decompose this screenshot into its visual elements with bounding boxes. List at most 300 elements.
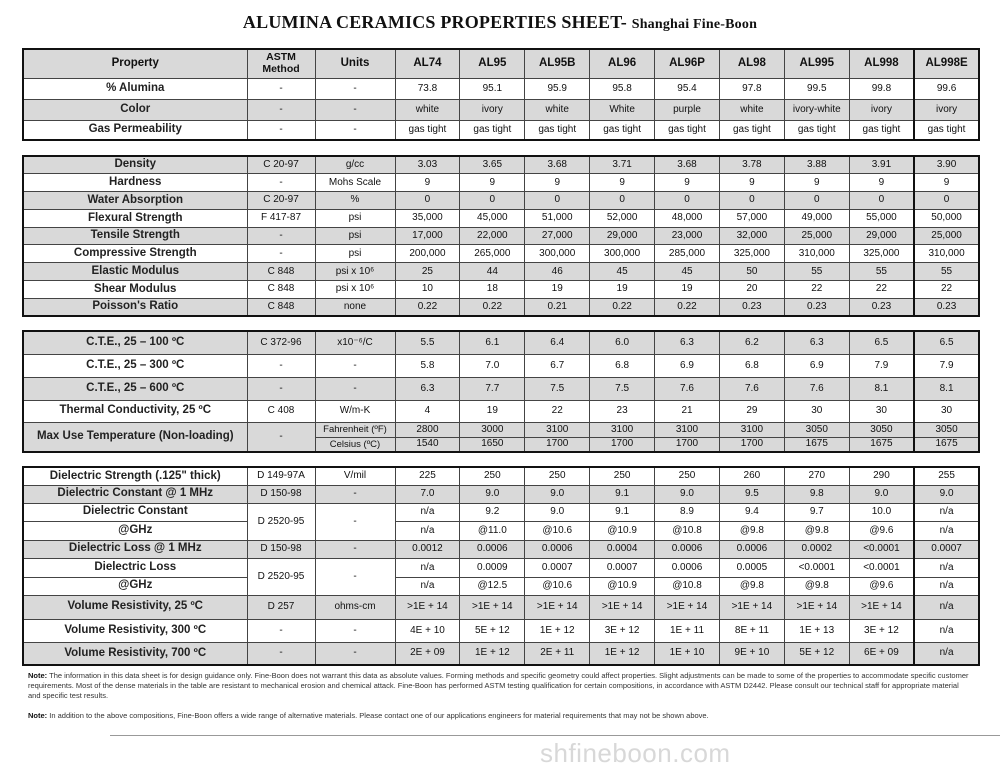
value-al96p: 285,000 [655,245,720,263]
value-al95: >1E + 14 [460,595,525,619]
page-title [0,12,1000,33]
value-al96: 0.0004 [590,540,655,558]
value-al998e: n/a [914,503,979,521]
value-al95: 1650 [460,437,525,452]
property-name: Poisson's Ratio [23,298,247,316]
value-al998: @9.6 [849,521,914,540]
value-al96: 6.8 [590,354,655,377]
value-al95: 5E + 12 [460,619,525,642]
value-al96p: 0 [655,192,720,210]
header-astm-method: ASTM Method [247,49,315,78]
value-al95b: 0 [525,192,590,210]
value-al98: 8E + 11 [719,619,784,642]
property-name: Elastic Modulus [23,263,247,281]
table-row [23,263,979,281]
units: Fahrenheit (ºF) [315,422,395,437]
value-al96p: 0.0006 [655,558,720,577]
value-al998e: 0 [914,192,979,210]
header-row [23,49,979,78]
units: psi x 10⁶ [315,263,395,281]
value-al96: 1E + 12 [590,642,655,665]
value-al95: 9 [460,174,525,192]
units: - [315,642,395,665]
value-al96: 9.1 [590,503,655,521]
units: x10⁻⁶/C [315,331,395,354]
property-name: Tensile Strength [23,227,247,245]
value-al995: 0.23 [784,298,849,316]
title-company: Shanghai Fine-Boon [631,17,758,32]
units: - [315,619,395,642]
table-row [23,156,979,174]
value-al95: 9.2 [460,503,525,521]
note-2 [28,711,973,721]
value-al95: 3.65 [460,156,525,174]
value-al998: 0 [849,192,914,210]
value-al96: 29,000 [590,227,655,245]
value-al96: gas tight [590,120,655,140]
value-al998: >1E + 14 [849,595,914,619]
value-al95: ivory [460,99,525,120]
table-row [23,642,979,665]
value-al95: 265,000 [460,245,525,263]
table-row [23,558,979,577]
value-al74: gas tight [395,120,460,140]
value-al74: n/a [395,558,460,577]
astm-method: D 149-97A [247,467,315,485]
astm-method: D 257 [247,595,315,619]
value-al998e: n/a [914,642,979,665]
value-al998e: 3050 [914,422,979,437]
value-al95: 7.0 [460,354,525,377]
value-al95b: 9.0 [525,485,590,503]
value-al98: 9 [719,174,784,192]
value-al96p: 95.4 [655,78,720,99]
units: - [315,540,395,558]
astm-method: - [247,120,315,140]
value-al74: 3.03 [395,156,460,174]
value-al96: 3E + 12 [590,619,655,642]
table-row [23,422,979,437]
units: V/mil [315,467,395,485]
units: psi [315,209,395,227]
value-al74: 73.8 [395,78,460,99]
table-row [23,467,979,485]
value-al95: 3000 [460,422,525,437]
value-al96: 52,000 [590,209,655,227]
units: - [315,354,395,377]
value-al74: 25 [395,263,460,281]
value-al998e: 99.6 [914,78,979,99]
value-al95: 0.0009 [460,558,525,577]
property-name: Gas Permeability [23,120,247,140]
value-al96p: 3.68 [655,156,720,174]
value-al96: >1E + 14 [590,595,655,619]
astm-method: - [247,354,315,377]
value-al74: 0.0012 [395,540,460,558]
value-al96p: 6.3 [655,331,720,354]
value-al96: 250 [590,467,655,485]
value-al96p: gas tight [655,120,720,140]
astm-method: D 150-98 [247,485,315,503]
property-name: Density [23,156,247,174]
value-al995: <0.0001 [784,558,849,577]
value-al96p: 48,000 [655,209,720,227]
value-al998e: 22 [914,281,979,299]
value-al96: 45 [590,263,655,281]
astm-method: - [247,422,315,452]
value-al95b: 6.4 [525,331,590,354]
units: ohms-cm [315,595,395,619]
units: psi [315,245,395,263]
table-row [23,521,979,540]
value-al998: 3E + 12 [849,619,914,642]
units: psi x 10⁶ [315,281,395,299]
value-al74: 200,000 [395,245,460,263]
astm-method: - [247,245,315,263]
value-al95: @12.5 [460,577,525,595]
table-row [23,298,979,316]
property-name: Color [23,99,247,120]
divider [110,735,1000,736]
value-al998: 10.0 [849,503,914,521]
value-al74: 5.5 [395,331,460,354]
value-al74: 17,000 [395,227,460,245]
value-al998: 99.8 [849,78,914,99]
value-al998e: 0.0007 [914,540,979,558]
value-al96: White [590,99,655,120]
value-al998: 6.5 [849,331,914,354]
value-al98: 325,000 [719,245,784,263]
units: - [315,78,395,99]
units: - [315,558,395,595]
value-al96p: 21 [655,400,720,422]
value-al995: 99.5 [784,78,849,99]
value-al98: 0.0005 [719,558,784,577]
value-al95b: gas tight [525,120,590,140]
value-al74: 9 [395,174,460,192]
table-row [23,192,979,210]
value-al74: 2E + 09 [395,642,460,665]
value-al96: 6.0 [590,331,655,354]
value-al95b: 250 [525,467,590,485]
header-grade-al998e: AL998E [914,49,979,78]
value-al95b: 95.9 [525,78,590,99]
value-al74: white [395,99,460,120]
header-units: Units [315,49,395,78]
astm-method: - [247,99,315,120]
value-al95: 6.1 [460,331,525,354]
value-al96p: 45 [655,263,720,281]
value-al74: n/a [395,521,460,540]
value-al96: 19 [590,281,655,299]
value-al95b: 3100 [525,422,590,437]
table-row [23,400,979,422]
value-al998e: n/a [914,577,979,595]
value-al95b: 51,000 [525,209,590,227]
value-al95b: 9.0 [525,503,590,521]
header-grade-al96: AL96 [590,49,655,78]
value-al95: 9.0 [460,485,525,503]
property-name: Dielectric Strength (.125" thick) [23,467,247,485]
value-al995: 5E + 12 [784,642,849,665]
value-al74: 1540 [395,437,460,452]
value-al998e: 9.0 [914,485,979,503]
astm-method: - [247,227,315,245]
value-al998: 55,000 [849,209,914,227]
value-al995: 9.8 [784,485,849,503]
value-al74: n/a [395,577,460,595]
value-al96p: 8.9 [655,503,720,521]
value-al995: 7.6 [784,377,849,400]
value-al998: 3050 [849,422,914,437]
value-al96: 9 [590,174,655,192]
property-name: Compressive Strength [23,245,247,263]
value-al995: 6.3 [784,331,849,354]
value-al95b: white [525,99,590,120]
value-al98: 6.8 [719,354,784,377]
value-al998: 3.91 [849,156,914,174]
value-al95b: 1700 [525,437,590,452]
value-al998e: 3.90 [914,156,979,174]
value-al95: 1E + 12 [460,642,525,665]
value-al998: gas tight [849,120,914,140]
astm-method: C 408 [247,400,315,422]
value-al95: 95.1 [460,78,525,99]
value-al74: 4E + 10 [395,619,460,642]
property-name: Water Absorption [23,192,247,210]
value-al998e: 25,000 [914,227,979,245]
astm-method: C 848 [247,281,315,299]
value-al96p: 7.6 [655,377,720,400]
value-al95b: 0.0006 [525,540,590,558]
value-al95b: 300,000 [525,245,590,263]
table-row [23,503,979,521]
thermal-properties-table [22,330,980,453]
value-al95: 44 [460,263,525,281]
value-al98: 6.2 [719,331,784,354]
value-al98: 57,000 [719,209,784,227]
value-al98: @9.8 [719,577,784,595]
table-row [23,540,979,558]
value-al95: 0 [460,192,525,210]
value-al74: 6.3 [395,377,460,400]
value-al998: <0.0001 [849,558,914,577]
value-al998: 1675 [849,437,914,452]
value-al96: 0.0007 [590,558,655,577]
table-row [23,377,979,400]
table-row [23,209,979,227]
value-al995: gas tight [784,120,849,140]
value-al998: 7.9 [849,354,914,377]
astm-method: C 20-97 [247,156,315,174]
table-row [23,174,979,192]
note-text: The information in this data sheet is for design guidance only. Fine-Boon does not warrant this data as absolute values. Forming methods and specific geometry could affect properties. Slight adjustments can be made to some of the properties to accommodate specific customer requirements. Most of the dense materials in the table are resistant to mechanical erosion and chemical attack. Fine-Boon has performed ASTM testing qualification for certain compositions, in accordance with ASTM D2442. Please consult our technical staff for appropriate material and specific test results. [28,671,969,700]
value-al998e: 8.1 [914,377,979,400]
header-property: Property [23,49,247,78]
units: - [315,377,395,400]
value-al998e: 7.9 [914,354,979,377]
astm-method: - [247,78,315,99]
value-al998: 9 [849,174,914,192]
value-al998e: 50,000 [914,209,979,227]
value-al998: 6E + 09 [849,642,914,665]
astm-method: - [247,377,315,400]
units: g/cc [315,156,395,174]
value-al96p: 250 [655,467,720,485]
value-al98: >1E + 14 [719,595,784,619]
table-row [23,78,979,99]
value-al96p: 1E + 10 [655,642,720,665]
value-al998: <0.0001 [849,540,914,558]
value-al96p: 6.9 [655,354,720,377]
value-al95b: 27,000 [525,227,590,245]
astm-method: C 20-97 [247,192,315,210]
value-al98: 32,000 [719,227,784,245]
units: Celsius (ºC) [315,437,395,452]
value-al95: 250 [460,467,525,485]
value-al995: 310,000 [784,245,849,263]
mechanical-properties-table [22,155,980,317]
value-al96p: 9 [655,174,720,192]
value-al998e: 6.5 [914,331,979,354]
units: - [315,485,395,503]
astm-method: D 150-98 [247,540,315,558]
header-grade-al995: AL995 [784,49,849,78]
value-al998: 9.0 [849,485,914,503]
value-al74: 10 [395,281,460,299]
value-al95b: @10.6 [525,577,590,595]
value-al96: 1700 [590,437,655,452]
value-al98: 1700 [719,437,784,452]
table-row [23,619,979,642]
electrical-properties-table [22,466,980,666]
astm-method: C 848 [247,298,315,316]
value-al96: 0 [590,192,655,210]
value-al96p: 1E + 11 [655,619,720,642]
value-al995: 3050 [784,422,849,437]
astm-method: D 2520-95 [247,503,315,540]
value-al998: 290 [849,467,914,485]
value-al998: 22 [849,281,914,299]
value-al998e: n/a [914,521,979,540]
value-al96: 7.5 [590,377,655,400]
property-name: @GHz [23,577,247,595]
header-grade-al98: AL98 [719,49,784,78]
value-al995: 30 [784,400,849,422]
value-al995: ivory-white [784,99,849,120]
general-properties-table [22,48,980,141]
value-al998e: 55 [914,263,979,281]
value-al98: 7.6 [719,377,784,400]
table-row [23,99,979,120]
value-al96: 3.71 [590,156,655,174]
value-al995: 1E + 13 [784,619,849,642]
table-row [23,485,979,503]
table-row [23,595,979,619]
value-al74: n/a [395,503,460,521]
value-al995: 1675 [784,437,849,452]
value-al98: 3100 [719,422,784,437]
value-al95: 19 [460,400,525,422]
value-al74: 35,000 [395,209,460,227]
value-al74: 0 [395,192,460,210]
value-al995: 55 [784,263,849,281]
property-name: Volume Resistivity, 300 ºC [23,619,247,642]
value-al95b: 46 [525,263,590,281]
note-label: Note: [28,671,48,680]
astm-method: F 417-87 [247,209,315,227]
value-al995: 22 [784,281,849,299]
value-al98: @9.8 [719,521,784,540]
table-row [23,354,979,377]
value-al74: 5.8 [395,354,460,377]
value-al96: 95.8 [590,78,655,99]
value-al96: 23 [590,400,655,422]
value-al998e: 1675 [914,437,979,452]
astm-method: - [247,174,315,192]
units: % [315,192,395,210]
table-row [23,331,979,354]
value-al96p: 1700 [655,437,720,452]
value-al998e: n/a [914,558,979,577]
value-al998e: 0.23 [914,298,979,316]
value-al995: 0 [784,192,849,210]
value-al95b: @10.6 [525,521,590,540]
value-al95: @11.0 [460,521,525,540]
header-grade-al74: AL74 [395,49,460,78]
astm-method: D 2520-95 [247,558,315,595]
value-al995: 0.0002 [784,540,849,558]
note-text: In addition to the above compositions, Fine-Boon offers a wide range of alternative materials. Please contact one of our applications engineers for material requirements that may not be shown above. [49,711,709,720]
value-al998e: n/a [914,619,979,642]
value-al96p: @10.8 [655,521,720,540]
value-al998e: 255 [914,467,979,485]
value-al98: 9.5 [719,485,784,503]
value-al95b: 3.68 [525,156,590,174]
value-al96p: >1E + 14 [655,595,720,619]
value-al998: 55 [849,263,914,281]
value-al95: 0.0006 [460,540,525,558]
value-al95b: 6.7 [525,354,590,377]
value-al95b: 2E + 11 [525,642,590,665]
value-al95b: 0.21 [525,298,590,316]
astm-method: C 848 [247,263,315,281]
units: - [315,99,395,120]
property-name: Flexural Strength [23,209,247,227]
value-al995: 6.9 [784,354,849,377]
value-al74: >1E + 14 [395,595,460,619]
header-grade-al998: AL998 [849,49,914,78]
table-row [23,120,979,140]
property-name: C.T.E., 25 – 100 ºC [23,331,247,354]
property-name: Shear Modulus [23,281,247,299]
header-grade-al95b: AL95B [525,49,590,78]
header-grade-al95: AL95 [460,49,525,78]
value-al95b: 7.5 [525,377,590,400]
table-row [23,245,979,263]
header-grade-al96p: AL96P [655,49,720,78]
value-al74: 7.0 [395,485,460,503]
value-al96p: 23,000 [655,227,720,245]
value-al998e: n/a [914,595,979,619]
astm-method: C 372-96 [247,331,315,354]
property-name: C.T.E., 25 – 600 ºC [23,377,247,400]
value-al96p: 0.22 [655,298,720,316]
property-name: Dielectric Loss [23,558,247,577]
value-al96p: 19 [655,281,720,299]
property-name: Dielectric Loss @ 1 MHz [23,540,247,558]
units: - [315,120,395,140]
